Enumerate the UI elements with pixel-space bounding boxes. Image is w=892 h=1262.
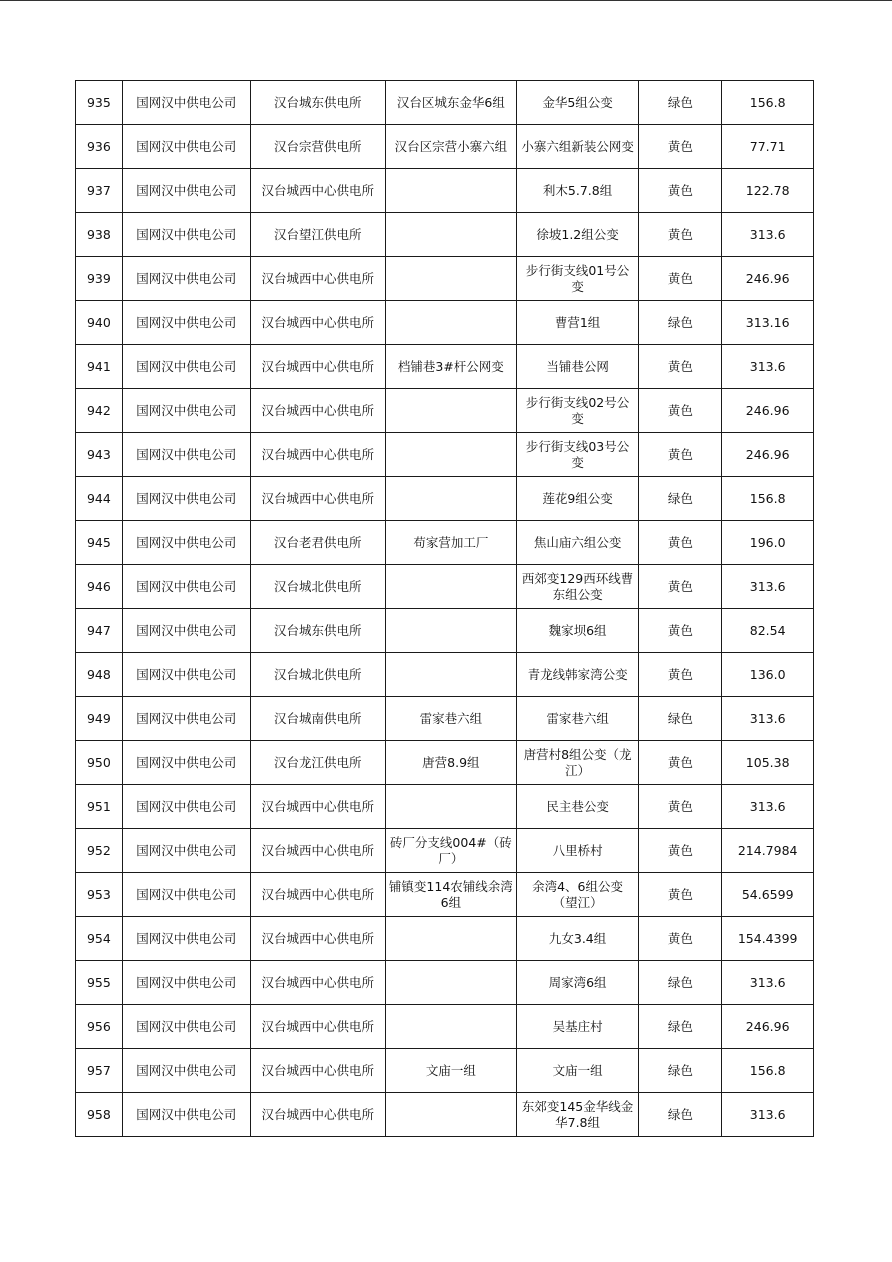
row-number-cell: 948 [76, 653, 123, 697]
row-number-cell: 935 [76, 81, 123, 125]
transformer-cell: 唐营村8组公变（龙江） [516, 741, 638, 785]
transformer-cell: 八里桥村 [516, 829, 638, 873]
page-top-border [0, 0, 892, 1]
value-cell: 105.38 [722, 741, 814, 785]
station-cell: 汉台城西中心供电所 [250, 169, 385, 213]
table-row [76, 609, 814, 653]
table-row [76, 1005, 814, 1049]
row-number-cell: 939 [76, 257, 123, 301]
transformer-cell: 周家湾6组 [516, 961, 638, 1005]
value-cell: 246.96 [722, 389, 814, 433]
row-number-cell: 949 [76, 697, 123, 741]
row-number-cell: 951 [76, 785, 123, 829]
station-cell: 汉台城北供电所 [250, 653, 385, 697]
transformer-cell: 曹营1组 [516, 301, 638, 345]
company-cell: 国网汉中供电公司 [122, 873, 250, 917]
data-table [75, 80, 814, 1137]
station-cell: 汉台城西中心供电所 [250, 917, 385, 961]
row-number-cell: 938 [76, 213, 123, 257]
row-number-cell: 943 [76, 433, 123, 477]
value-cell: 136.0 [722, 653, 814, 697]
status-cell: 黄色 [639, 345, 722, 389]
line-cell [385, 257, 516, 301]
line-cell: 汉台区宗营小寨六组 [385, 125, 516, 169]
status-cell: 绿色 [639, 961, 722, 1005]
line-cell: 苟家营加工厂 [385, 521, 516, 565]
company-cell: 国网汉中供电公司 [122, 785, 250, 829]
line-cell: 铺镇变114农铺线余湾6组 [385, 873, 516, 917]
table-row [76, 169, 814, 213]
company-cell: 国网汉中供电公司 [122, 213, 250, 257]
row-number-cell: 941 [76, 345, 123, 389]
station-cell: 汉台城西中心供电所 [250, 301, 385, 345]
status-cell: 绿色 [639, 81, 722, 125]
value-cell: 122.78 [722, 169, 814, 213]
status-cell: 黄色 [639, 125, 722, 169]
status-cell: 黄色 [639, 653, 722, 697]
transformer-cell: 西郊变129西环线曹东组公变 [516, 565, 638, 609]
company-cell: 国网汉中供电公司 [122, 169, 250, 213]
transformer-cell: 金华5组公变 [516, 81, 638, 125]
company-cell: 国网汉中供电公司 [122, 1005, 250, 1049]
status-cell: 绿色 [639, 697, 722, 741]
status-cell: 绿色 [639, 301, 722, 345]
table-row [76, 697, 814, 741]
company-cell: 国网汉中供电公司 [122, 829, 250, 873]
status-cell: 黄色 [639, 521, 722, 565]
row-number-cell: 945 [76, 521, 123, 565]
station-cell: 汉台城西中心供电所 [250, 1093, 385, 1137]
line-cell [385, 653, 516, 697]
status-cell: 绿色 [639, 1093, 722, 1137]
line-cell: 文庙一组 [385, 1049, 516, 1093]
line-cell [385, 961, 516, 1005]
status-cell: 黄色 [639, 565, 722, 609]
station-cell: 汉台城西中心供电所 [250, 477, 385, 521]
company-cell: 国网汉中供电公司 [122, 741, 250, 785]
station-cell: 汉台城西中心供电所 [250, 389, 385, 433]
table-row [76, 653, 814, 697]
company-cell: 国网汉中供电公司 [122, 609, 250, 653]
table-row [76, 389, 814, 433]
table-row [76, 785, 814, 829]
transformer-cell: 吴基庄村 [516, 1005, 638, 1049]
company-cell: 国网汉中供电公司 [122, 961, 250, 1005]
table-row [76, 213, 814, 257]
status-cell: 黄色 [639, 917, 722, 961]
station-cell: 汉台城西中心供电所 [250, 433, 385, 477]
table-row [76, 433, 814, 477]
company-cell: 国网汉中供电公司 [122, 345, 250, 389]
value-cell: 313.6 [722, 785, 814, 829]
line-cell: 唐营8.9组 [385, 741, 516, 785]
station-cell: 汉台城西中心供电所 [250, 785, 385, 829]
line-cell [385, 169, 516, 213]
row-number-cell: 946 [76, 565, 123, 609]
row-number-cell: 942 [76, 389, 123, 433]
station-cell: 汉台城西中心供电所 [250, 873, 385, 917]
transformer-cell: 徐坡1.2组公变 [516, 213, 638, 257]
table-row [76, 829, 814, 873]
status-cell: 黄色 [639, 433, 722, 477]
value-cell: 154.4399 [722, 917, 814, 961]
value-cell: 246.96 [722, 257, 814, 301]
status-cell: 绿色 [639, 477, 722, 521]
table-row [76, 873, 814, 917]
transformer-cell: 民主巷公变 [516, 785, 638, 829]
table-row [76, 1049, 814, 1093]
line-cell: 砖厂分支线004#（砖厂） [385, 829, 516, 873]
row-number-cell: 940 [76, 301, 123, 345]
station-cell: 汉台城北供电所 [250, 565, 385, 609]
transformer-cell: 余湾4、6组公变（望江） [516, 873, 638, 917]
line-cell [385, 565, 516, 609]
station-cell: 汉台老君供电所 [250, 521, 385, 565]
table-row [76, 961, 814, 1005]
row-number-cell: 936 [76, 125, 123, 169]
transformer-cell: 青龙线韩家湾公变 [516, 653, 638, 697]
transformer-cell: 步行街支线01号公变 [516, 257, 638, 301]
transformer-cell: 当铺巷公网 [516, 345, 638, 389]
company-cell: 国网汉中供电公司 [122, 477, 250, 521]
row-number-cell: 944 [76, 477, 123, 521]
company-cell: 国网汉中供电公司 [122, 917, 250, 961]
station-cell: 汉台城西中心供电所 [250, 257, 385, 301]
status-cell: 黄色 [639, 873, 722, 917]
company-cell: 国网汉中供电公司 [122, 565, 250, 609]
value-cell: 313.16 [722, 301, 814, 345]
line-cell [385, 1005, 516, 1049]
table-row [76, 301, 814, 345]
station-cell: 汉台龙江供电所 [250, 741, 385, 785]
value-cell: 313.6 [722, 565, 814, 609]
table-row [76, 125, 814, 169]
station-cell: 汉台城西中心供电所 [250, 961, 385, 1005]
table-row [76, 81, 814, 125]
company-cell: 国网汉中供电公司 [122, 1049, 250, 1093]
value-cell: 313.6 [722, 213, 814, 257]
value-cell: 156.8 [722, 1049, 814, 1093]
station-cell: 汉台望江供电所 [250, 213, 385, 257]
company-cell: 国网汉中供电公司 [122, 1093, 250, 1137]
row-number-cell: 957 [76, 1049, 123, 1093]
row-number-cell: 953 [76, 873, 123, 917]
table-row [76, 521, 814, 565]
company-cell: 国网汉中供电公司 [122, 257, 250, 301]
table-row [76, 741, 814, 785]
value-cell: 77.71 [722, 125, 814, 169]
table-row [76, 917, 814, 961]
line-cell [385, 785, 516, 829]
value-cell: 54.6599 [722, 873, 814, 917]
transformer-cell: 步行街支线02号公变 [516, 389, 638, 433]
table-row [76, 565, 814, 609]
company-cell: 国网汉中供电公司 [122, 697, 250, 741]
line-cell [385, 389, 516, 433]
row-number-cell: 950 [76, 741, 123, 785]
row-number-cell: 955 [76, 961, 123, 1005]
company-cell: 国网汉中供电公司 [122, 81, 250, 125]
transformer-cell: 小寨六组新装公网变 [516, 125, 638, 169]
value-cell: 246.96 [722, 433, 814, 477]
company-cell: 国网汉中供电公司 [122, 301, 250, 345]
transformer-cell: 九女3.4组 [516, 917, 638, 961]
transformer-cell: 东郊变145金华线金华7.8组 [516, 1093, 638, 1137]
station-cell: 汉台城西中心供电所 [250, 1005, 385, 1049]
table-body [76, 81, 814, 1137]
table-row [76, 257, 814, 301]
line-cell: 档铺巷3#杆公网变 [385, 345, 516, 389]
status-cell: 黄色 [639, 785, 722, 829]
table-row [76, 1093, 814, 1137]
company-cell: 国网汉中供电公司 [122, 521, 250, 565]
line-cell [385, 609, 516, 653]
line-cell [385, 301, 516, 345]
value-cell: 82.54 [722, 609, 814, 653]
table-row [76, 477, 814, 521]
line-cell [385, 477, 516, 521]
status-cell: 黄色 [639, 829, 722, 873]
value-cell: 196.0 [722, 521, 814, 565]
value-cell: 246.96 [722, 1005, 814, 1049]
value-cell: 214.7984 [722, 829, 814, 873]
station-cell: 汉台城东供电所 [250, 609, 385, 653]
line-cell [385, 1093, 516, 1137]
table-row [76, 345, 814, 389]
status-cell: 黄色 [639, 213, 722, 257]
line-cell [385, 213, 516, 257]
transformer-cell: 焦山庙六组公变 [516, 521, 638, 565]
station-cell: 汉台宗营供电所 [250, 125, 385, 169]
transformer-cell: 雷家巷六组 [516, 697, 638, 741]
value-cell: 313.6 [722, 1093, 814, 1137]
line-cell [385, 917, 516, 961]
line-cell: 雷家巷六组 [385, 697, 516, 741]
value-cell: 313.6 [722, 345, 814, 389]
row-number-cell: 952 [76, 829, 123, 873]
line-cell [385, 433, 516, 477]
value-cell: 156.8 [722, 477, 814, 521]
transformer-cell: 莲花9组公变 [516, 477, 638, 521]
company-cell: 国网汉中供电公司 [122, 389, 250, 433]
company-cell: 国网汉中供电公司 [122, 125, 250, 169]
status-cell: 黄色 [639, 741, 722, 785]
company-cell: 国网汉中供电公司 [122, 433, 250, 477]
station-cell: 汉台城西中心供电所 [250, 1049, 385, 1093]
status-cell: 黄色 [639, 389, 722, 433]
row-number-cell: 956 [76, 1005, 123, 1049]
transformer-cell: 步行街支线03号公变 [516, 433, 638, 477]
transformer-cell: 文庙一组 [516, 1049, 638, 1093]
status-cell: 黄色 [639, 257, 722, 301]
station-cell: 汉台城南供电所 [250, 697, 385, 741]
transformer-cell: 利木5.7.8组 [516, 169, 638, 213]
status-cell: 黄色 [639, 609, 722, 653]
value-cell: 313.6 [722, 961, 814, 1005]
value-cell: 313.6 [722, 697, 814, 741]
line-cell: 汉台区城东金华6组 [385, 81, 516, 125]
station-cell: 汉台城西中心供电所 [250, 829, 385, 873]
transformer-cell: 魏家坝6组 [516, 609, 638, 653]
row-number-cell: 947 [76, 609, 123, 653]
status-cell: 绿色 [639, 1005, 722, 1049]
row-number-cell: 954 [76, 917, 123, 961]
status-cell: 绿色 [639, 1049, 722, 1093]
station-cell: 汉台城东供电所 [250, 81, 385, 125]
station-cell: 汉台城西中心供电所 [250, 345, 385, 389]
company-cell: 国网汉中供电公司 [122, 653, 250, 697]
value-cell: 156.8 [722, 81, 814, 125]
row-number-cell: 958 [76, 1093, 123, 1137]
row-number-cell: 937 [76, 169, 123, 213]
status-cell: 黄色 [639, 169, 722, 213]
